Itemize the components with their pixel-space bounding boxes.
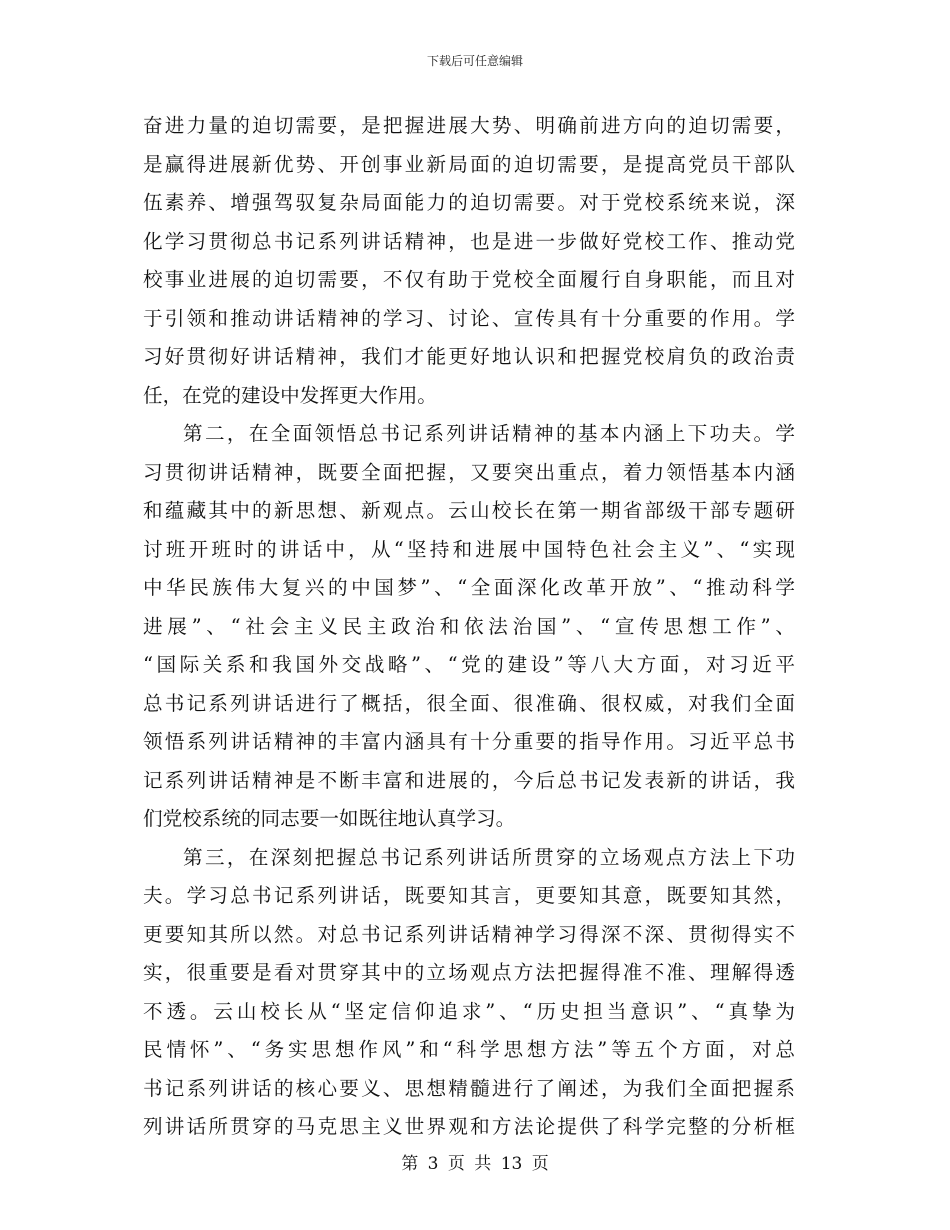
text-line: 进展”、“社会主义民主政治和依法治国”、“宣传思想工作”、 (143, 614, 795, 638)
text-line: 夫。学习总书记系列讲话，既要知其言，更要知其意，既要知其然， (143, 884, 795, 907)
text-line: 任，在党的建设中发挥更大作用。 (143, 383, 437, 407)
text-line: 不透。云山校长从“坚定信仰追求”、“历史担当意识”、“真挚为 (143, 999, 795, 1023)
text-line: 实，很重要是看对贯穿其中的立场观点方法把握得准不准、理解得透 (143, 961, 795, 984)
document-body (143, 107, 795, 1147)
text-line: 中华民族伟大复兴的中国梦”、“全面深化改革开放”、“推动科学 (143, 576, 795, 599)
text-line: 民情怀”、“务实思想作风”和“科学思想方法”等五个方面，对总 (143, 1038, 795, 1061)
text-line: 校事业进展的迫切需要，不仅有助于党校全面履行自身职能，而且对 (143, 268, 795, 291)
text-line: 更要知其所以然。对总书记系列讲话精神学习得深不深、贯彻得实不 (143, 922, 795, 946)
text-line: 讨班开班时的讲话中，从“坚持和进展中国特色社会主义”、“实现 (143, 537, 795, 561)
text-line: “国际关系和我国外交战略”、“党的建设”等八大方面，对习近平 (143, 653, 795, 676)
text-line: 列讲话所贯穿的马克思主义世界观和方法论提供了科学完整的分析框 (143, 1115, 795, 1138)
text-line: 们党校系统的同志要一如既往地认真学习。 (143, 807, 516, 830)
text-line: 总书记系列讲话进行了概括，很全面、很准确、很权威，对我们全面 (143, 691, 795, 715)
paragraph-2 (143, 415, 795, 839)
paragraph-3 (143, 839, 795, 1147)
text-line: 领悟系列讲话精神的丰富内涵具有十分重要的指导作用。习近平总书 (143, 730, 795, 753)
text-line: 奋进力量的迫切需要，是把握进展大势、明确前进方向的迫切需要， (143, 114, 795, 137)
text-line: 第三，在深刻把握总书记系列讲话所贯穿的立场观点方法上下功 (183, 845, 795, 869)
text-line: 伍素养、增强驾驭复杂局面能力的迫切需要。对于党校系统来说，深 (143, 191, 795, 214)
paragraph-1 (143, 107, 795, 415)
text-line: 化学习贯彻总书记系列讲话精神，也是进一步做好党校工作、推动党 (143, 229, 795, 253)
text-line: 习贯彻讲话精神，既要全面把握，又要突出重点，着力领悟基本内涵 (143, 460, 795, 484)
text-line: 习好贯彻好讲话精神，我们才能更好地认识和把握党校肩负的政治责 (143, 345, 795, 368)
page-number-footer: 第 3 页 共 13 页 (401, 1154, 549, 1174)
text-line: 第二，在全面领悟总书记系列讲话精神的基本内涵上下功夫。学 (183, 422, 795, 445)
page-header: 下载后可任意编辑 (426, 54, 523, 68)
text-line: 于引领和推动讲话精神的学习、讨论、宣传具有十分重要的作用。学 (143, 306, 795, 330)
text-line: 和蕴藏其中的新思想、新观点。云山校长在第一期省部级干部专题研 (143, 499, 795, 522)
text-line: 记系列讲话精神是不断丰富和进展的，今后总书记发表新的讲话，我 (143, 768, 795, 792)
text-line: 书记系列讲话的核心要义、思想精髓进行了阐述，为我们全面把握系 (143, 1076, 795, 1100)
text-line: 是赢得进展新优势、开创事业新局面的迫切需要，是提高党员干部队 (143, 152, 795, 176)
